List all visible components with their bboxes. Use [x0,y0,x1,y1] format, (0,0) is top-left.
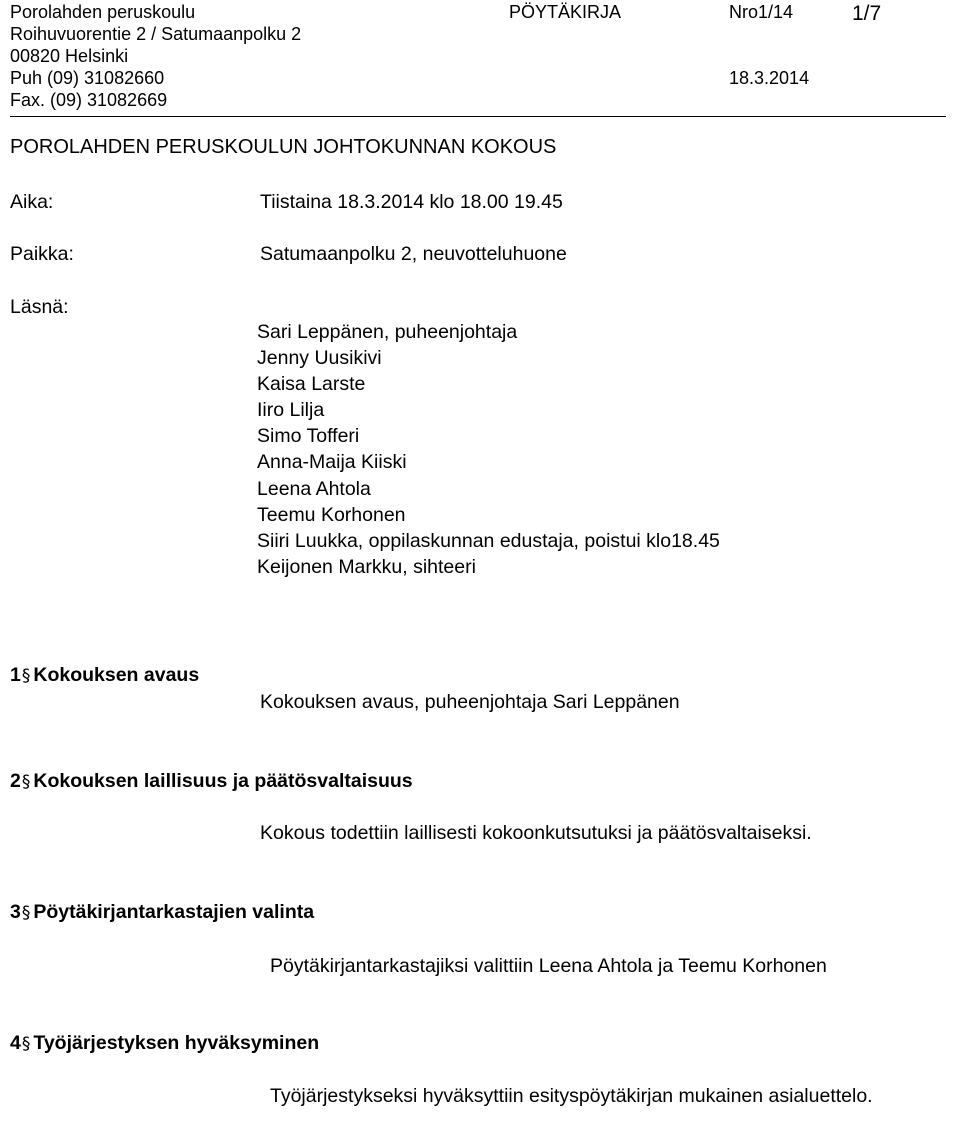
fax-number: Fax. (09) 31082669 [10,90,168,110]
document-title: POROLAHDEN PERUSKOULUN JOHTOKUNNAN KOKOUS [10,136,557,158]
place-label: Paikka: [10,243,74,265]
section-body: Kokouksen avaus, puheenjohtaja Sari Leppänen [260,691,680,713]
section-heading [10,899,314,926]
section-number: 1 [10,664,21,686]
section-body: Pöytäkirjantarkastajiksi valittiin Leena Ahtola ja Teemu Korhonen [270,955,827,977]
document-date: 18.3.2014 [729,68,810,88]
school-name: Porolahden peruskoulu [10,2,196,22]
section-heading [10,1030,319,1057]
section-number: 4 [10,1032,21,1054]
attendee: Keijonen Markku, sihteeri [257,555,476,578]
attendee: Sari Leppänen, puheenjohtaja [257,321,518,343]
document-number: Nro1/14 [729,2,794,22]
section-symbol: § [21,1034,31,1054]
address-line: Roihuvuorentie 2 / Satumaanpolku 2 [10,24,302,44]
section-title: Pöytäkirjantarkastajien valinta [33,901,315,923]
attendee: Jenny Uusikivi [257,347,382,370]
section-title: Kokouksen laillisuus ja päätösvaltaisuus [33,770,413,792]
place-value: Satumaanpolku 2, neuvotteluhuone [260,243,567,265]
attendee: Leena Ahtola [257,477,371,500]
page-number: 1/7 [852,2,882,25]
section-symbol: § [21,666,31,686]
present-label: Läsnä: [10,296,69,318]
section-title: Kokouksen avaus [33,664,200,686]
header-divider [10,116,946,117]
section-title: Työjärjestyksen hyväksyminen [33,1032,320,1054]
attendee: Anna-Maija Kiiski [257,451,407,474]
section-number: 3 [10,901,21,923]
section-number: 2 [10,770,21,792]
time-value: Tiistaina 18.3.2014 klo 18.00 19.45 [260,191,563,213]
section-heading [10,768,413,795]
attendee: Iiro Lilja [257,399,325,422]
postal-address: 00820 Helsinki [10,46,129,66]
section-body: Työjärjestykseksi hyväksyttiin esityspöytäkirjan mukainen asialuettelo. [270,1085,873,1107]
section-heading [10,662,199,689]
attendee: Kaisa Larste [257,373,366,396]
phone-number: Puh (09) 31082660 [10,68,165,88]
section-symbol: § [21,903,31,923]
section-symbol: § [21,772,31,792]
attendee: Simo Tofferi [257,425,360,448]
document-type: PÖYTÄKIRJA [509,2,622,22]
attendee: Siiri Luukka, oppilaskunnan edustaja, poistui klo18.45 [257,529,720,552]
attendee: Teemu Korhonen [257,503,406,526]
time-label: Aika: [10,191,54,213]
section-body: Kokous todettiin laillisesti kokoonkutsutuksi ja päätösvaltaiseksi. [260,822,812,844]
attendee-list [257,319,720,580]
